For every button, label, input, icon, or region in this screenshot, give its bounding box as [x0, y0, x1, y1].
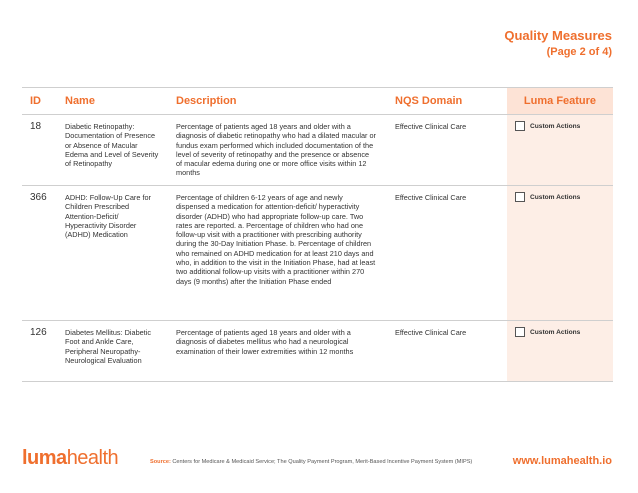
feature-cell: [507, 186, 613, 320]
document-title: Quality Measures: [504, 28, 612, 43]
measure-id: 366: [30, 192, 47, 203]
feature-option[interactable]: [515, 327, 580, 337]
table-row: [22, 321, 613, 382]
table-row: [22, 186, 613, 321]
measure-nqs-domain: Effective Clinical Care: [395, 193, 467, 202]
column-header-id: ID: [30, 95, 41, 107]
checkbox-icon[interactable]: [515, 327, 525, 337]
column-header-description: Description: [176, 95, 237, 107]
measure-name: Diabetes Mellitus: Diabetic Foot and Ankle Care, Peripheral Neuropathy- Neurological Evaluation: [65, 328, 151, 365]
quality-measures-table: [22, 87, 613, 382]
luma-health-logo: [22, 447, 118, 470]
measure-nqs-domain: Effective Clinical Care: [395, 122, 467, 131]
table-row: [22, 115, 613, 186]
feature-option[interactable]: [515, 192, 580, 202]
source-citation: [150, 459, 472, 465]
feature-label: Custom Actions: [530, 193, 581, 201]
measure-name: Diabetic Retinopathy: Documentation of Presence or Absence of Macular Edema and Level of Severity of Retinopathy: [65, 122, 159, 169]
logo-text-health: health: [66, 447, 119, 469]
measure-description: Percentage of patients aged 18 years and older with a diagnosis of diabetic retinopathy who had a dilated macular or fundus exam performed which included documentation of the level of severity of retinopathy and the presence or absence of macular edema during one or more office visits within 12 months: [176, 122, 376, 178]
checkbox-icon[interactable]: [515, 192, 525, 202]
website-link[interactable]: www.lumahealth.io: [512, 455, 612, 467]
feature-option[interactable]: [515, 121, 580, 131]
checkbox-icon[interactable]: [515, 121, 525, 131]
column-header-name: Name: [65, 95, 95, 107]
table-header: [22, 87, 613, 115]
feature-label: Custom Actions: [530, 328, 581, 336]
source-text: Centers for Medicare & Medicaid Service; The Quality Payment Program, Merit-Based Incentive Payment System (MIPS): [172, 459, 473, 465]
page-indicator: (Page 2 of 4): [546, 46, 612, 58]
column-header-nqs-domain: NQS Domain: [395, 95, 463, 107]
source-label: Source:: [150, 459, 171, 465]
measure-id: 126: [30, 327, 47, 338]
measure-name: ADHD: Follow-Up Care for Children Prescribed Attention-Deficit/ Hyperactivity Disorder (ADHD) Medication: [65, 193, 151, 240]
feature-cell: [507, 115, 613, 185]
measure-nqs-domain: Effective Clinical Care: [395, 328, 467, 337]
logo-text-luma: luma: [22, 447, 67, 469]
feature-label: Custom Actions: [530, 122, 581, 130]
measure-description: Percentage of patients aged 18 years and older with a diagnosis of diabetes mellitus who had a neurological examination of their lower extremities within 12 months: [176, 328, 354, 356]
feature-cell: [507, 321, 613, 381]
column-header-luma-feature: Luma Feature: [507, 88, 613, 114]
measure-description: Percentage of children 6-12 years of age and newly dispensed a medication for attention-deficit/ hyperactivity disorder (ADHD) who had appropriate follow-up care. Two rates are reported. a. Percentage of children who had one follow-up visit with a practitioner with prescribing authority during the 30-Day Initiation Phase. b. Percentage of children who remained on ADHD medication for at least 210 days and who, in addition to the visit in the Initiation Phase, had at least two additional follow-up visits with a practitioner within 270 days (9 months) after the Initiation Phase ended: [176, 193, 376, 286]
measure-id: 18: [30, 121, 42, 132]
